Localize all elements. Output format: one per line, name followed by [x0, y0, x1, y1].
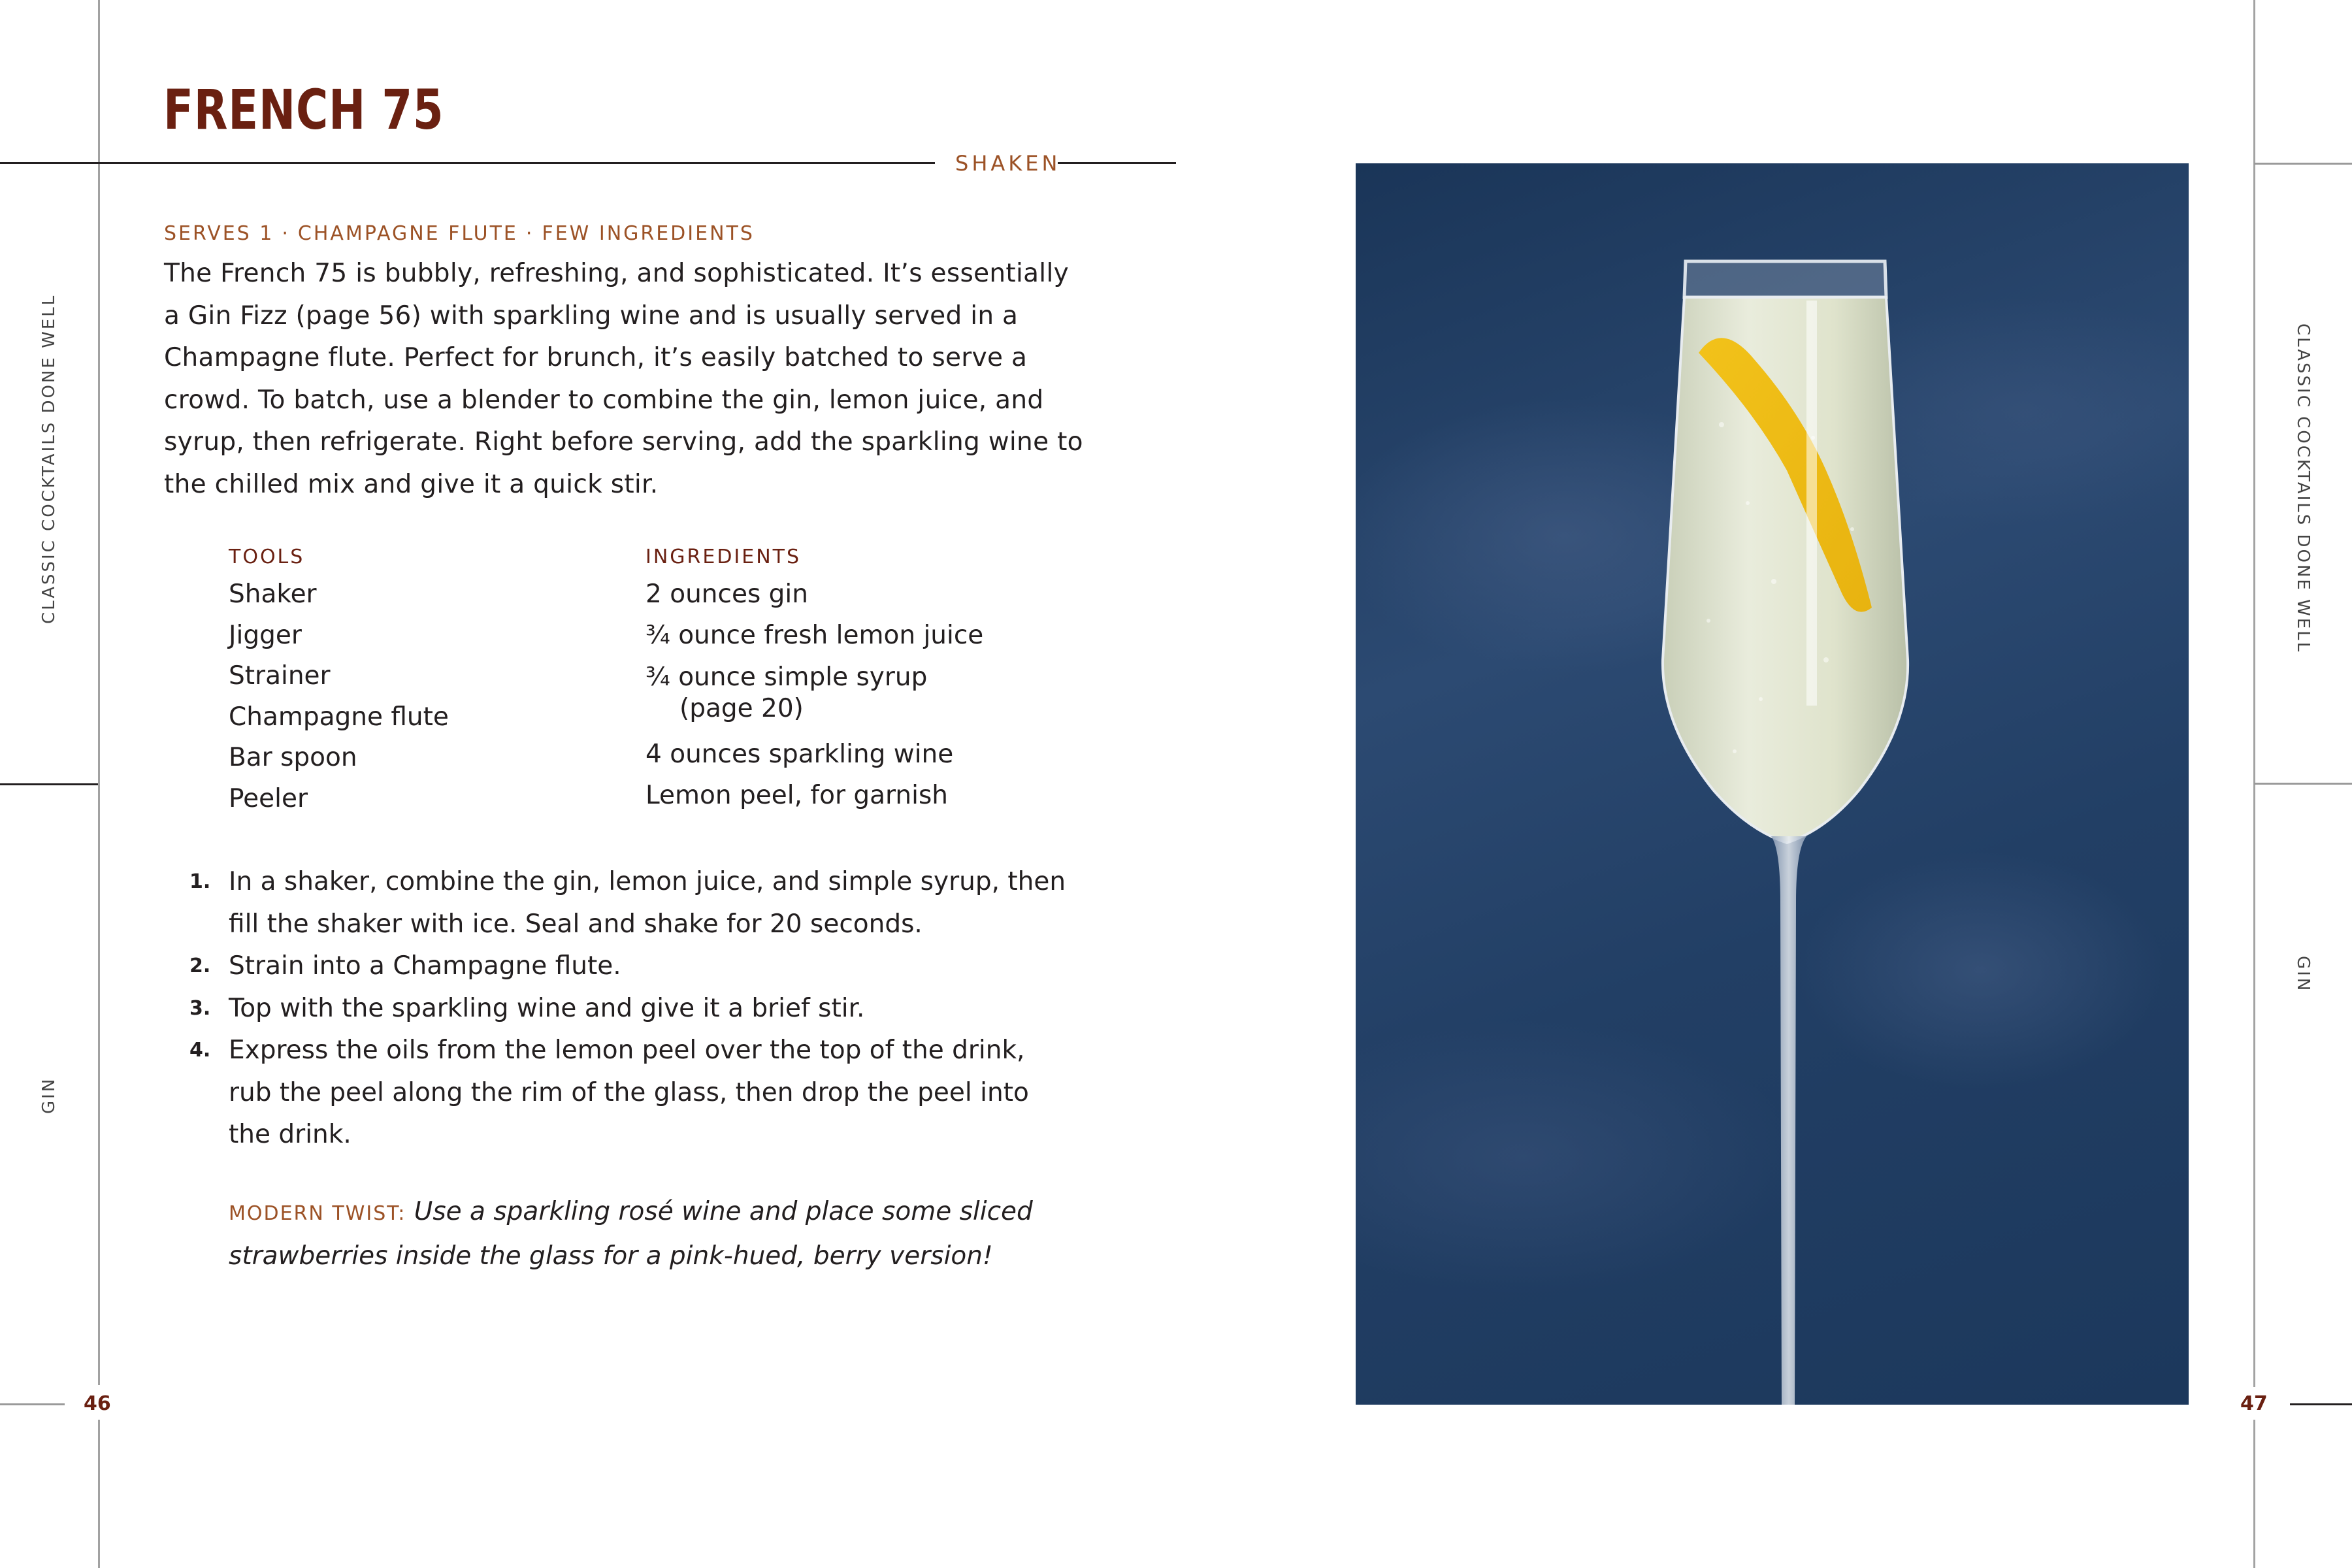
left-margin-rule-bottom	[98, 1420, 100, 1568]
step-item	[189, 988, 1039, 1030]
tool-item: Peeler	[229, 783, 308, 813]
right-running-head-book: CLASSIC COCKTAILS DONE WELL	[2293, 323, 2313, 654]
ingredient-item: 2 ounces gin	[645, 580, 808, 609]
right-mid-rule	[2254, 783, 2352, 785]
step-item	[189, 861, 1066, 945]
header-rule-right	[1058, 162, 1176, 164]
step-text	[229, 988, 864, 1030]
step-text	[229, 945, 621, 988]
tool-item: Shaker	[229, 580, 317, 609]
modern-twist-label: MODERN TWIST:	[229, 1202, 406, 1225]
section-label: SHAKEN	[955, 151, 1061, 176]
cocktail-photo	[1356, 163, 2189, 1405]
right-margin-rule-top	[2253, 0, 2255, 1387]
right-margin-rule-bottom	[2253, 1420, 2255, 1568]
step-line: Top with the sparkling wine and give it a brief stir.	[229, 993, 865, 1023]
modern-twist	[229, 1191, 1045, 1277]
ingredients-heading: INGREDIENTS	[645, 546, 802, 568]
tool-item: Bar spoon	[229, 743, 357, 772]
left-margin-rule-top	[98, 0, 100, 1385]
modern-twist-text: Use a sparkling rosé wine and place some sliced	[414, 1197, 1033, 1226]
step-text	[229, 861, 1066, 945]
intro-line: the chilled mix and give it a quick stir.	[164, 469, 659, 499]
step-number: 3.	[189, 996, 211, 1020]
step-line: fill the shaker with ice. Seal and shake for 20 seconds.	[229, 909, 923, 939]
ingredient-continuation: (page 20)	[679, 694, 804, 723]
left-running-head-chapter: GIN	[39, 1077, 59, 1114]
left-mid-rule	[0, 783, 98, 785]
intro-line: a Gin Fizz (page 56) with sparkling wine and is usually served in a	[164, 301, 1019, 331]
intro-line: Champagne flute. Perfect for brunch, it’s easily batched to serve a	[164, 343, 1028, 372]
meta-glass: CHAMPAGNE FLUTE	[297, 222, 518, 245]
right-running-head-chapter: GIN	[2293, 956, 2313, 993]
right-footer-rule	[2290, 1403, 2352, 1405]
step-number: 4.	[189, 1039, 211, 1062]
ingredient-item: Lemon peel, for garnish	[645, 780, 948, 810]
step-text	[229, 1030, 1029, 1156]
left-running-head-book: CLASSIC COCKTAILS DONE WELL	[39, 293, 59, 624]
meta-separator: ·	[282, 222, 290, 245]
intro-line: syrup, then refrigerate. Right before serving, add the sparkling wine to	[164, 427, 1083, 457]
steps-list	[189, 861, 1066, 1156]
step-line: the drink.	[229, 1120, 351, 1149]
tool-item: Jigger	[229, 620, 302, 650]
header-rule-left	[98, 162, 935, 164]
ingredient-item: ¾ ounce fresh lemon juice	[645, 620, 984, 650]
step-item	[189, 1030, 1039, 1156]
right-page-number: 47	[2240, 1392, 2268, 1415]
left-footer-rule	[0, 1403, 65, 1405]
ingredients-list	[645, 544, 1011, 816]
recipe-title: FRENCH 75	[163, 78, 444, 142]
step-line: Strain into a Champagne flute.	[229, 951, 621, 981]
step-line: In a shaker, combine the gin, lemon juice, and simple syrup, then	[229, 867, 1066, 896]
tool-item: Champagne flute	[229, 702, 449, 732]
step-item	[189, 945, 1039, 988]
meta-serves: SERVES 1	[164, 222, 274, 245]
meta-separator: ·	[525, 222, 534, 245]
left-page-number: 46	[84, 1392, 111, 1415]
meta-difficulty: FEW INGREDIENTS	[542, 222, 755, 245]
modern-twist-text: strawberries inside the glass for a pink-hued, berry version!	[229, 1241, 993, 1271]
right-top-rule	[2254, 163, 2352, 165]
intro-paragraph	[164, 253, 1083, 506]
left-top-rule	[0, 162, 98, 164]
ingredient-item	[645, 656, 1011, 724]
tools-list	[229, 544, 595, 819]
step-line: rub the peel along the rim of the glass, then drop the peel into	[229, 1077, 1029, 1107]
intro-line: crowd. To batch, use a blender to combine the gin, lemon juice, and	[164, 385, 1044, 415]
intro-line: The French 75 is bubbly, refreshing, and sophisticated. It’s essentially	[164, 259, 1069, 288]
step-line: Express the oils from the lemon peel over the top of the drink,	[229, 1036, 1025, 1065]
step-number: 2.	[189, 955, 211, 977]
recipe-meta	[164, 221, 755, 247]
step-number: 1.	[189, 870, 211, 893]
tool-item: Strainer	[229, 661, 331, 691]
ingredient-text: ¾ ounce simple syrup	[645, 662, 928, 692]
ingredient-item: 4 ounces sparkling wine	[645, 740, 954, 769]
champagne-flute-illustration	[1356, 163, 2189, 1405]
tools-heading: TOOLS	[229, 546, 305, 568]
